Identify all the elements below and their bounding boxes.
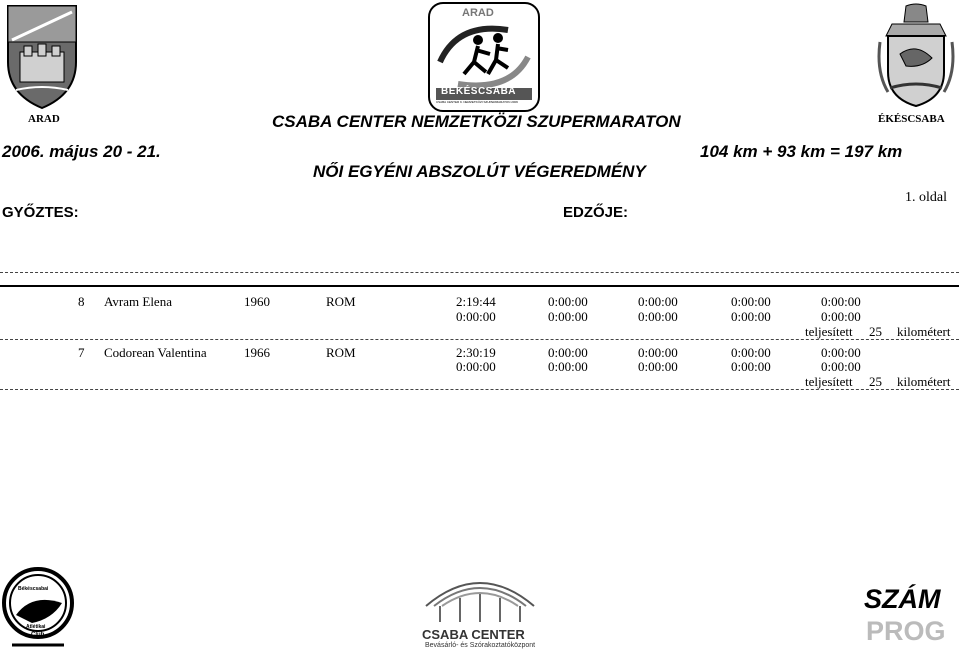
result-km: 25 — [869, 324, 882, 339]
result-time: 0:00:00 — [638, 345, 678, 360]
right-logo-caption: ÉKÉSCSABA — [878, 113, 945, 125]
result-year: 1966 — [244, 345, 270, 360]
header-dashed-divider — [0, 272, 959, 273]
result-time: 0:00:00 — [548, 345, 588, 360]
result-time: 2:19:44 — [456, 294, 496, 309]
result-time: 0:00:00 — [548, 309, 588, 324]
result-time: 0:00:00 — [638, 359, 678, 374]
result-time: 0:00:00 — [821, 309, 861, 324]
coach-label: EDZŐJE: — [563, 204, 629, 221]
result-rank: 8 — [78, 294, 85, 309]
result-time: 0:00:00 — [548, 359, 588, 374]
row-divider — [0, 389, 959, 390]
result-time: 0:00:00 — [731, 359, 771, 374]
result-time: 2:30:19 — [456, 345, 496, 360]
szamprog-logo-top: SZÁM — [864, 584, 941, 614]
event-distance: 104 km + 93 km = 197 km — [700, 142, 903, 161]
page-number: 1. oldal — [905, 190, 947, 205]
result-rank: 7 — [78, 345, 85, 360]
result-name: Codorean Valentina — [104, 345, 207, 360]
left-logo-caption: ARAD — [28, 113, 60, 125]
result-name: Avram Elena — [104, 294, 172, 309]
result-time: 0:00:00 — [821, 359, 861, 374]
athletic-club-bottom-text: Atlétikai — [26, 624, 46, 630]
marathon-logo-bottom-text: BÉKÉSCSABA — [441, 86, 517, 97]
csaba-center-logo — [420, 566, 540, 626]
result-country: ROM — [326, 294, 356, 309]
result-km-label: kilométert — [897, 324, 951, 339]
result-subtitle: NŐI EGYÉNI ABSZOLÚT VÉGEREDMÉNY — [313, 162, 646, 181]
event-title: CSABA CENTER NEMZETKÖZI SZUPERMARATON — [272, 112, 681, 131]
bekescsaba-coat-of-arms-logo — [876, 2, 956, 112]
athletic-club-top-text: Békéscsabai — [18, 586, 49, 592]
result-country: ROM — [326, 345, 356, 360]
winner-label: GYŐZTES: — [2, 204, 79, 221]
result-km-label: kilométert — [897, 374, 951, 389]
result-time: 0:00:00 — [731, 309, 771, 324]
csaba-center-title: CSABA CENTER — [422, 627, 525, 642]
result-done-label: teljesített — [805, 374, 853, 389]
marathon-logo-top-text: ARAD — [462, 7, 494, 19]
result-km: 25 — [869, 374, 882, 389]
result-time: 0:00:00 — [548, 294, 588, 309]
header-solid-divider — [0, 285, 959, 287]
athletic-club-club-text: Club — [31, 632, 45, 638]
result-time: 0:00:00 — [456, 309, 496, 324]
csaba-center-subtitle: Bevásárló- és Szórakoztatóközpont — [425, 642, 536, 649]
result-time: 0:00:00 — [731, 294, 771, 309]
arad-coat-of-arms-logo — [2, 2, 82, 112]
athletic-club-logo — [2, 553, 74, 653]
marathon-logo-small-text: CSABA CENTER 9. NEMZETKÖZI SZUPERMARATON 2006 — [436, 100, 518, 104]
event-date: 2006. május 20 - 21. — [2, 142, 161, 161]
result-time: 0:00:00 — [821, 345, 861, 360]
result-year: 1960 — [244, 294, 270, 309]
row-divider — [0, 339, 959, 340]
result-time: 0:00:00 — [456, 359, 496, 374]
szamprog-logo-bottom: PROG — [866, 616, 946, 646]
result-time: 0:00:00 — [638, 294, 678, 309]
result-time: 0:00:00 — [731, 345, 771, 360]
result-time: 0:00:00 — [821, 294, 861, 309]
result-time: 0:00:00 — [638, 309, 678, 324]
result-done-label: teljesített — [805, 324, 853, 339]
